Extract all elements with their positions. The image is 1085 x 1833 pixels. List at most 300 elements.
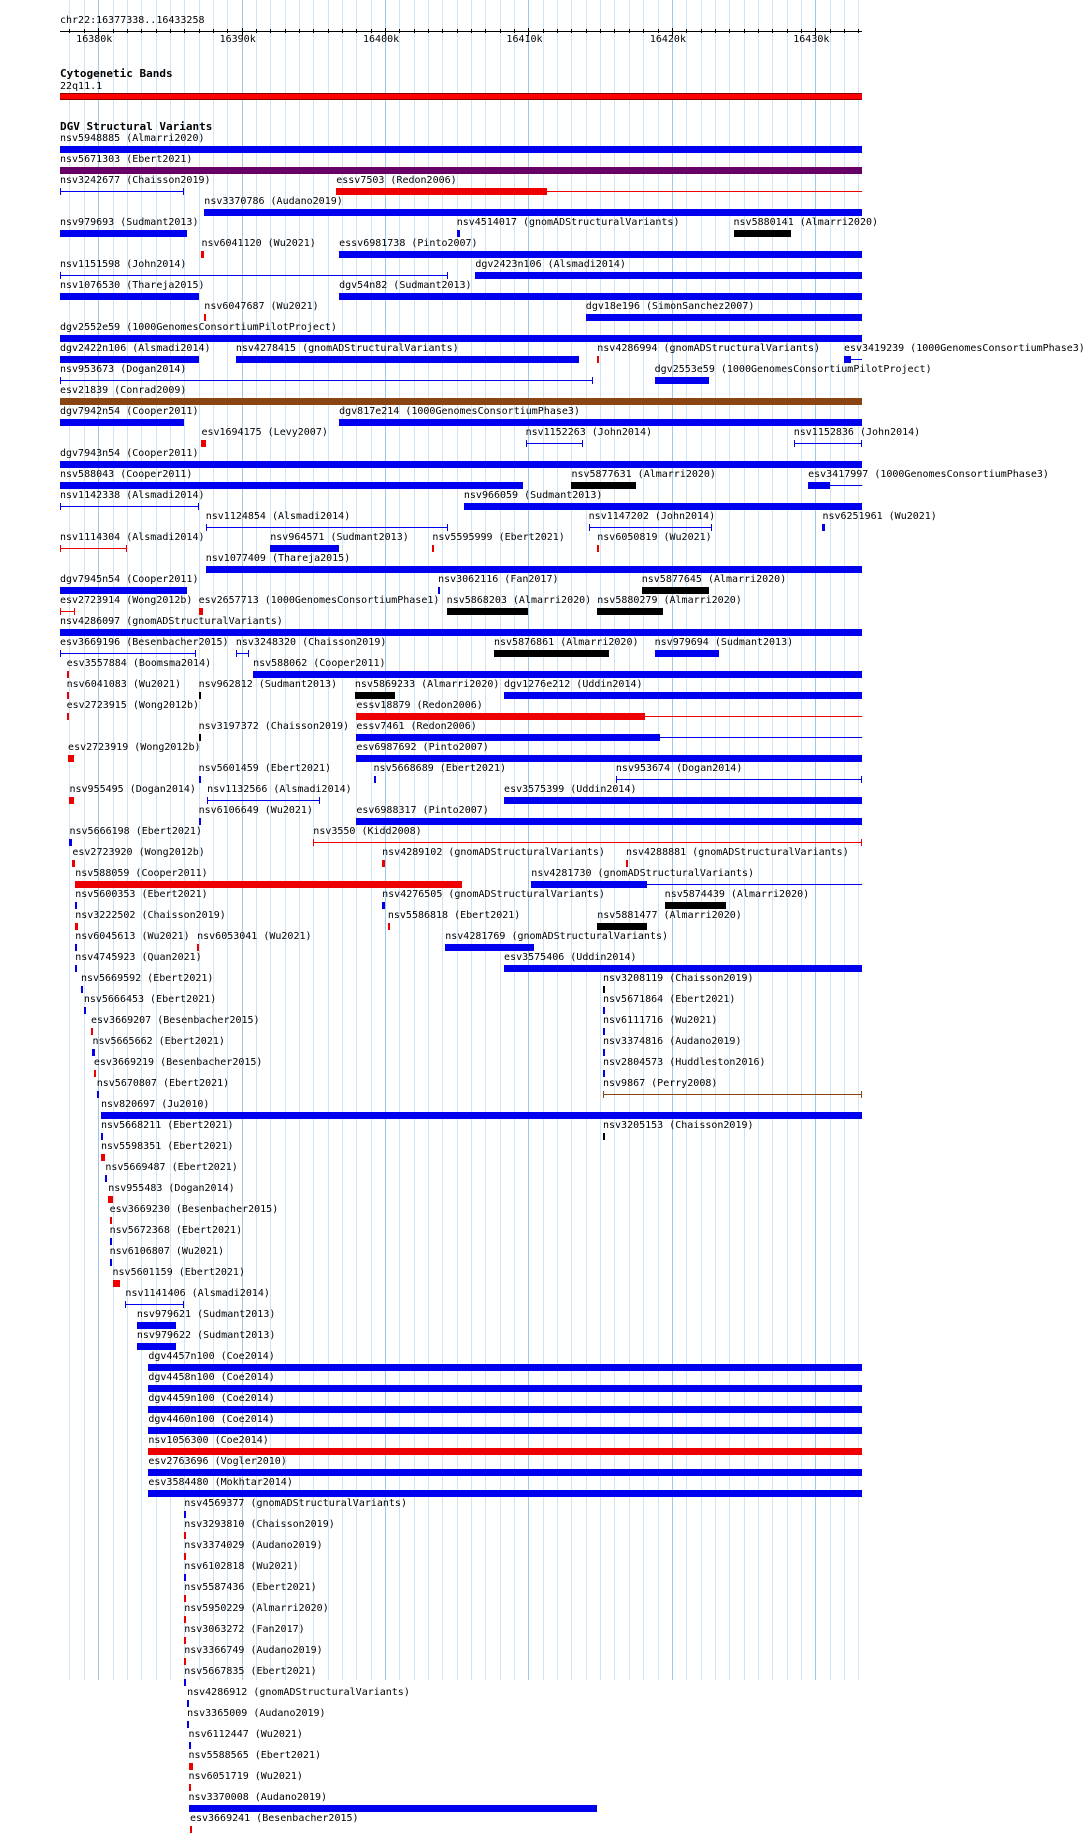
variant-label: nsv6041120 (Wu2021) xyxy=(201,238,316,249)
variant-label: nsv3365009 (Audano2019) xyxy=(187,1708,326,1719)
variant-label: nsv3370008 (Audano2019) xyxy=(188,1792,328,1803)
variant-label: nsv5601459 (Ebert2021) xyxy=(198,763,332,774)
variant-glyph-end xyxy=(861,440,862,447)
variant-glyph[interactable] xyxy=(60,419,184,426)
variant-label: nsv5881477 (Almarri2020) xyxy=(597,910,742,921)
variant-label: nsv5877631 (Almarri2020) xyxy=(571,469,716,480)
variant-glyph[interactable] xyxy=(382,902,385,909)
variant-label: nsv3063272 (Fan2017) xyxy=(184,1624,305,1635)
variant-label: nsv3205153 (Chaisson2019) xyxy=(603,1120,754,1131)
variant-glyph[interactable] xyxy=(84,1007,86,1014)
variant-label: nsv5601159 (Ebert2021) xyxy=(112,1267,245,1278)
variant-label: nsv820697 (Ju2010) xyxy=(101,1099,210,1110)
variant-label: nsv1151598 (John2014) xyxy=(60,259,187,270)
variant-glyph[interactable] xyxy=(356,818,862,825)
variant-label: nsv6111716 (Wu2021) xyxy=(603,1015,718,1026)
variant-glyph[interactable] xyxy=(148,1427,862,1434)
variant-glyph[interactable] xyxy=(655,650,720,657)
variant-glyph[interactable] xyxy=(603,986,605,993)
variant-glyph[interactable] xyxy=(60,461,862,468)
variant-label: nsv5598351 (Ebert2021) xyxy=(101,1141,234,1152)
variant-glyph[interactable] xyxy=(432,545,434,552)
variant-label: nsv588043 (Cooper2011) xyxy=(60,469,193,480)
variant-glyph[interactable] xyxy=(206,566,862,573)
variant-glyph[interactable] xyxy=(388,923,390,930)
variant-label: nsv6050819 (Wu2021) xyxy=(597,532,712,543)
variant-glyph-thick[interactable] xyxy=(531,881,647,888)
variant-glyph-end xyxy=(861,1091,862,1098)
variant-glyph[interactable] xyxy=(642,587,709,594)
variant-label: esv2723919 (Wong2012b) xyxy=(68,742,201,753)
variant-glyph-thick[interactable] xyxy=(808,482,830,489)
variant-label: nsv5595999 (Ebert2021) xyxy=(432,532,565,543)
variant-label: nsv5671303 (Ebert2021) xyxy=(60,154,193,165)
variant-glyph-end xyxy=(794,440,795,447)
ruler-label: chr22:16377338..16433258 xyxy=(60,15,205,26)
ruler-tick-label: 16430k xyxy=(793,34,830,45)
variant-label: nsv979694 (Sudmant2013) xyxy=(654,637,794,648)
variant-glyph[interactable] xyxy=(374,776,376,783)
variant-glyph[interactable] xyxy=(60,167,862,174)
variant-glyph[interactable] xyxy=(148,1490,862,1497)
variant-glyph[interactable] xyxy=(75,881,462,888)
variant-glyph[interactable] xyxy=(110,1238,112,1245)
variant-glyph[interactable] xyxy=(60,482,523,489)
variant-glyph-end xyxy=(195,650,196,657)
ruler-tick-label: 16390k xyxy=(219,34,256,45)
variant-label: nsv4286097 (gnomADStructuralVariants) xyxy=(60,616,283,627)
variant-glyph[interactable] xyxy=(94,1070,96,1077)
variant-glyph[interactable] xyxy=(597,608,663,615)
variant-glyph[interactable] xyxy=(589,527,712,528)
variant-glyph[interactable] xyxy=(494,650,609,657)
variant-label: dgv2422n106 (Alsmadi2014) xyxy=(60,343,211,354)
variant-label: nsv1114304 (Alsmadi2014) xyxy=(60,532,205,543)
variant-label: nsv5874439 (Almarri2020) xyxy=(664,889,810,900)
variant-glyph[interactable] xyxy=(253,671,862,678)
variant-glyph[interactable] xyxy=(822,524,824,531)
variant-glyph-end xyxy=(248,650,249,657)
variant-label: nsv4276505 (gnomADStructuralVariants) xyxy=(382,889,605,900)
variant-glyph[interactable] xyxy=(597,545,599,552)
variant-glyph[interactable] xyxy=(201,440,205,447)
variant-glyph[interactable] xyxy=(67,692,70,699)
variant-label: esv2723914 (Wong2012b) xyxy=(60,595,193,606)
variant-label: nsv1142338 (Alsmadi2014) xyxy=(60,490,205,501)
variant-label: nsv3242677 (Chaisson2019) xyxy=(60,175,211,186)
variant-label: nsv966059 (Sudmant2013) xyxy=(463,490,603,501)
variant-glyph[interactable] xyxy=(92,1049,94,1056)
variant-glyph[interactable] xyxy=(60,653,196,654)
variant-label: nsv979621 (Sudmant2013) xyxy=(136,1309,276,1320)
variant-glyph[interactable] xyxy=(526,443,583,444)
variant-label: nsv3062116 (Fan2017) xyxy=(438,574,559,585)
variant-glyph[interactable] xyxy=(108,1196,112,1203)
variant-glyph[interactable] xyxy=(603,1049,605,1056)
variant-label: nsv4288881 (gnomADStructuralVariants) xyxy=(625,847,849,858)
variant-glyph[interactable] xyxy=(137,1343,176,1350)
variant-label: dgv18e196 (SimonSanchez2007) xyxy=(585,301,755,312)
variant-glyph[interactable] xyxy=(189,1784,191,1791)
variant-glyph[interactable] xyxy=(207,800,320,801)
variant-label: nsv5665662 (Ebert2021) xyxy=(92,1036,225,1047)
variant-glyph-end xyxy=(74,608,75,615)
variant-label: nsv1056300 (Coe2014) xyxy=(148,1435,269,1446)
variant-label: nsv3366749 (Audano2019) xyxy=(184,1645,323,1656)
variant-label: dgv2423n106 (Alsmadi2014) xyxy=(475,259,626,270)
variant-glyph[interactable] xyxy=(137,1322,176,1329)
variant-label: esv3584480 (Mokhtar2014) xyxy=(148,1477,293,1488)
variant-glyph-end xyxy=(60,503,61,510)
variant-glyph[interactable] xyxy=(68,755,74,762)
ruler-tick-label: 16380k xyxy=(76,34,113,45)
variant-glyph[interactable] xyxy=(199,818,201,825)
variant-glyph-end xyxy=(183,1301,184,1308)
variant-glyph[interactable] xyxy=(571,482,636,489)
variant-glyph[interactable] xyxy=(197,944,199,951)
variant-glyph[interactable] xyxy=(626,860,628,867)
variant-label: esv1694175 (Levy2007) xyxy=(201,427,328,438)
variant-glyph[interactable] xyxy=(148,1448,862,1455)
variant-glyph[interactable] xyxy=(184,1574,186,1581)
ruler-tick-label: 16410k xyxy=(506,34,543,45)
variant-label: nsv1152263 (John2014) xyxy=(525,427,652,438)
variant-label: nsv6053041 (Wu2021) xyxy=(197,931,312,942)
variant-glyph-thick[interactable] xyxy=(336,188,546,195)
variant-label: nsv2804573 (Huddleston2016) xyxy=(603,1057,766,1068)
dgv-track-title: DGV Structural Variants xyxy=(60,120,213,133)
variant-label: nsv5666198 (Ebert2021) xyxy=(69,826,202,837)
variant-glyph-thick[interactable] xyxy=(844,356,851,363)
variant-glyph[interactable] xyxy=(603,1028,605,1035)
variant-label: nsv5669487 (Ebert2021) xyxy=(105,1162,238,1173)
variant-label: nsv5877645 (Almarri2020) xyxy=(641,574,787,585)
variant-glyph[interactable] xyxy=(60,356,199,363)
variant-glyph[interactable] xyxy=(504,965,862,972)
variant-glyph[interactable] xyxy=(67,671,70,678)
variant-label: nsv955483 (Dogan2014) xyxy=(108,1183,235,1194)
variant-glyph[interactable] xyxy=(75,902,77,909)
variant-label: nsv3550 (Kidd2008) xyxy=(313,826,422,837)
variant-label: nsv1077409 (Thareja2015) xyxy=(205,553,351,564)
variant-glyph[interactable] xyxy=(60,380,593,381)
variant-glyph-end xyxy=(447,272,448,279)
variant-glyph[interactable] xyxy=(438,587,440,594)
variant-glyph[interactable] xyxy=(457,230,460,237)
variant-glyph[interactable] xyxy=(60,275,448,276)
variant-label: esv6988317 (Pinto2007) xyxy=(356,805,489,816)
variant-glyph[interactable] xyxy=(597,356,599,363)
variant-glyph[interactable] xyxy=(60,146,862,153)
variant-label: nsv955495 (Dogan2014) xyxy=(69,784,196,795)
variant-glyph[interactable] xyxy=(504,797,862,804)
variant-label: nsv6102818 (Wu2021) xyxy=(184,1561,299,1572)
variant-glyph[interactable] xyxy=(339,293,862,300)
variant-label: nsv9867 (Perry2008) xyxy=(603,1078,718,1089)
variant-glyph-end xyxy=(616,776,617,783)
variant-label: esv3669219 (Besenbacher2015) xyxy=(93,1057,263,1068)
variant-glyph-end xyxy=(183,188,184,195)
variant-label: nsv5666453 (Ebert2021) xyxy=(83,994,217,1005)
variant-glyph[interactable] xyxy=(60,587,187,594)
variant-glyph[interactable] xyxy=(69,839,71,846)
variant-glyph[interactable] xyxy=(60,398,862,405)
variant-glyph[interactable] xyxy=(184,1658,186,1665)
variant-label: nsv4514017 (gnomADStructuralVariants) xyxy=(456,217,680,228)
variant-glyph[interactable] xyxy=(603,1094,862,1095)
variant-glyph[interactable] xyxy=(187,1721,189,1728)
variant-label: nsv5948885 (Almarri2020) xyxy=(60,133,205,144)
variant-label: esv3669196 (Besenbacher2015) xyxy=(60,637,229,648)
variant-label: dgv817e214 (1000GenomesConsortiumPhase3) xyxy=(339,406,580,417)
variant-glyph[interactable] xyxy=(236,356,579,363)
variant-glyph[interactable] xyxy=(60,293,199,300)
variant-glyph[interactable] xyxy=(184,1637,186,1644)
variant-glyph[interactable] xyxy=(148,1406,862,1413)
variant-glyph[interactable] xyxy=(504,692,862,699)
variant-glyph[interactable] xyxy=(184,1511,186,1518)
variant-label: dgv2552e59 (1000GenomesConsortiumPilotProject) xyxy=(60,322,337,333)
variant-glyph[interactable] xyxy=(199,776,201,783)
variant-glyph[interactable] xyxy=(60,629,862,636)
variant-glyph[interactable] xyxy=(475,272,862,279)
variant-glyph[interactable] xyxy=(105,1175,107,1182)
variant-glyph[interactable] xyxy=(603,1070,605,1077)
variant-label: nsv1141406 (Alsmadi2014) xyxy=(125,1288,270,1299)
variant-label: nsv1132566 (Alsmadi2014) xyxy=(207,784,352,795)
variant-glyph[interactable] xyxy=(91,1028,93,1035)
variant-glyph-end xyxy=(592,377,593,384)
variant-label: nsv4281769 (gnomADStructuralVariants) xyxy=(445,931,669,942)
variant-label: dgv7942n54 (Cooper2011) xyxy=(60,406,199,417)
variant-glyph[interactable] xyxy=(199,692,201,699)
variant-label: nsv964571 (Sudmant2013) xyxy=(270,532,409,543)
variant-glyph-end xyxy=(319,797,320,804)
variant-label: nsv4286912 (gnomADStructuralVariants) xyxy=(187,1687,410,1698)
variant-glyph[interactable] xyxy=(794,443,862,444)
variant-glyph[interactable] xyxy=(189,1742,191,1749)
variant-glyph[interactable] xyxy=(60,548,127,549)
variant-label: nsv5869233 (Almarri2020) xyxy=(354,679,500,690)
variant-glyph-end xyxy=(60,608,61,615)
variant-label: nsv4569377 (gnomADStructuralVariants) xyxy=(184,1498,407,1509)
variant-label: nsv5868203 (Almarri2020) xyxy=(446,595,592,606)
variant-label: dgv4457n100 (Coe2014) xyxy=(148,1351,275,1362)
variant-label: nsv5876861 (Almarri2020) xyxy=(494,637,639,648)
variant-label: nsv3222502 (Chaisson2019) xyxy=(75,910,226,921)
variant-glyph[interactable] xyxy=(206,527,448,528)
variant-label: nsv1076530 (Thareja2015) xyxy=(60,280,205,291)
variant-label: nsv979693 (Sudmant2013) xyxy=(60,217,199,228)
variant-label: esv3557884 (Boomsma2014) xyxy=(66,658,212,669)
variant-label: nsv5586818 (Ebert2021) xyxy=(387,910,521,921)
variant-glyph[interactable] xyxy=(603,1007,605,1014)
variant-glyph-end xyxy=(711,524,712,531)
variant-glyph[interactable] xyxy=(184,1532,186,1539)
variant-glyph-end xyxy=(582,440,583,447)
variant-label: nsv4289102 (gnomADStructuralVariants) xyxy=(382,847,605,858)
variant-label: dgv2553e59 (1000GenomesConsortiumPilotProject) xyxy=(654,364,932,375)
variant-label: dgv4460n100 (Coe2014) xyxy=(148,1414,275,1425)
variant-glyph[interactable] xyxy=(75,944,77,951)
variant-label: nsv6041083 (Wu2021) xyxy=(66,679,182,690)
variant-glyph[interactable] xyxy=(67,713,70,720)
variant-label: nsv5672368 (Ebert2021) xyxy=(109,1225,243,1236)
variant-label: nsv4278415 (gnomADStructuralVariants) xyxy=(235,343,459,354)
variant-label: esv2763696 (Vogler2010) xyxy=(148,1456,287,1467)
variant-label: esv2723915 (Wong2012b) xyxy=(66,700,200,711)
variant-glyph[interactable] xyxy=(382,860,385,867)
variant-glyph[interactable] xyxy=(603,1133,605,1140)
variant-glyph[interactable] xyxy=(447,608,529,615)
variant-glyph-end xyxy=(60,377,61,384)
variant-label: essv7461 (Redon2006) xyxy=(356,721,477,732)
variant-label: nsv5669592 (Ebert2021) xyxy=(80,973,214,984)
variant-glyph[interactable] xyxy=(734,230,791,237)
variant-glyph[interactable] xyxy=(356,755,862,762)
variant-label: esv2657713 (1000GenomesConsortiumPhase1) xyxy=(198,595,440,606)
variant-label: nsv5670807 (Ebert2021) xyxy=(96,1078,230,1089)
variant-label: nsv3293810 (Chaisson2019) xyxy=(184,1519,335,1530)
variant-glyph-end xyxy=(60,188,61,195)
variant-glyph[interactable] xyxy=(113,1280,120,1287)
variant-glyph[interactable] xyxy=(270,545,339,552)
variant-label: dgv54n82 (Sudmant2013) xyxy=(339,280,472,291)
variant-label: nsv6112447 (Wu2021) xyxy=(188,1729,303,1740)
variant-label: esv3419239 (1000GenomesConsortiumPhase3) xyxy=(843,343,1085,354)
variant-glyph[interactable] xyxy=(199,608,203,615)
variant-label: esv3575399 (Uddin2014) xyxy=(504,784,637,795)
variant-glyph-thick[interactable] xyxy=(356,734,659,741)
variant-label: esv3669241 (Besenbacher2015) xyxy=(189,1813,359,1824)
variant-label: essv7503 (Redon2006) xyxy=(336,175,457,186)
variant-label: nsv953674 (Dogan2014) xyxy=(615,763,743,774)
variant-glyph-end xyxy=(60,272,61,279)
variant-label: nsv5587436 (Ebert2021) xyxy=(184,1582,317,1593)
variant-label: esv6987692 (Pinto2007) xyxy=(356,742,489,753)
variant-label: nsv6047687 (Wu2021) xyxy=(204,301,319,312)
variant-glyph[interactable] xyxy=(101,1112,862,1119)
variant-glyph[interactable] xyxy=(184,1679,186,1686)
variant-glyph[interactable] xyxy=(313,842,862,843)
variant-label: nsv962812 (Sudmant2013) xyxy=(198,679,338,690)
variant-label: nsv1147202 (John2014) xyxy=(588,511,716,522)
variant-label: nsv5880141 (Almarri2020) xyxy=(733,217,879,228)
variant-label: nsv1124854 (Alsmadi2014) xyxy=(205,511,351,522)
variant-glyph[interactable] xyxy=(339,419,862,426)
variant-glyph[interactable] xyxy=(101,1154,105,1161)
variant-glyph[interactable] xyxy=(148,1364,862,1371)
variant-label: nsv588059 (Cooper2011) xyxy=(75,868,208,879)
variant-glyph[interactable] xyxy=(204,209,862,216)
variant-glyph[interactable] xyxy=(187,1700,189,1707)
variant-glyph-end xyxy=(236,650,237,657)
variant-glyph[interactable] xyxy=(199,734,201,741)
variant-label: nsv4286994 (gnomADStructuralVariants) xyxy=(597,343,821,354)
variant-label: nsv6051719 (Wu2021) xyxy=(188,1771,303,1782)
variant-label: esv3417997 (1000GenomesConsortiumPhase3) xyxy=(808,469,1049,480)
variant-glyph[interactable] xyxy=(75,965,77,972)
variant-glyph-end xyxy=(60,650,61,657)
variant-glyph-thick[interactable] xyxy=(356,713,644,720)
variant-label: dgv4459n100 (Coe2014) xyxy=(148,1393,275,1404)
variant-label: dgv7943n54 (Cooper2011) xyxy=(60,448,199,459)
variant-glyph[interactable] xyxy=(355,692,395,699)
variant-label: nsv6045613 (Wu2021) xyxy=(75,931,190,942)
variant-label: nsv953673 (Dogan2014) xyxy=(60,364,187,375)
variant-glyph[interactable] xyxy=(97,1091,99,1098)
cytoband-title: Cytogenetic Bands xyxy=(60,67,173,80)
variant-glyph[interactable] xyxy=(60,611,75,612)
variant-glyph[interactable] xyxy=(110,1217,112,1224)
variant-glyph-end xyxy=(125,1301,126,1308)
cytoband-label: 22q11.1 xyxy=(60,81,103,92)
variant-glyph[interactable] xyxy=(69,797,73,804)
variant-label: nsv5667835 (Ebert2021) xyxy=(184,1666,317,1677)
variant-glyph-end xyxy=(589,524,590,531)
variant-label: nsv3248320 (Chaisson2019) xyxy=(235,637,387,648)
variant-label: nsv5950229 (Almarri2020) xyxy=(184,1603,329,1614)
ruler-tick-label: 16420k xyxy=(649,34,686,45)
variant-glyph-end xyxy=(60,545,61,552)
variant-glyph[interactable] xyxy=(60,230,187,237)
variant-glyph[interactable] xyxy=(445,944,534,951)
variant-glyph[interactable] xyxy=(60,335,862,342)
variant-glyph-end xyxy=(126,545,127,552)
variant-glyph[interactable] xyxy=(75,923,78,930)
variant-label: nsv5671864 (Ebert2021) xyxy=(603,994,736,1005)
variant-label: nsv3374816 (Audano2019) xyxy=(603,1036,742,1047)
variant-glyph[interactable] xyxy=(339,251,862,258)
variant-glyph[interactable] xyxy=(616,779,862,780)
variant-glyph[interactable] xyxy=(189,1805,598,1812)
variant-label: dgv1276e212 (Uddin2014) xyxy=(504,679,643,690)
variant-glyph[interactable] xyxy=(148,1469,862,1476)
variant-label: essv18879 (Redon2006) xyxy=(356,700,483,711)
variant-glyph[interactable] xyxy=(60,191,184,192)
variant-glyph[interactable] xyxy=(184,1616,186,1623)
variant-glyph[interactable] xyxy=(665,902,727,909)
variant-glyph[interactable] xyxy=(597,923,647,930)
variant-glyph[interactable] xyxy=(189,1763,193,1770)
variant-glyph[interactable] xyxy=(190,1826,192,1833)
variant-label: dgv4458n100 (Coe2014) xyxy=(148,1372,275,1383)
variant-glyph-end xyxy=(861,839,862,846)
variant-label: nsv3197372 (Chaisson2019) xyxy=(198,721,350,732)
variant-glyph[interactable] xyxy=(101,1133,103,1140)
variant-glyph[interactable] xyxy=(464,503,862,510)
variant-glyph[interactable] xyxy=(204,314,206,321)
variant-glyph[interactable] xyxy=(110,1259,112,1266)
variant-glyph[interactable] xyxy=(184,1553,186,1560)
variant-label: nsv4281730 (gnomADStructuralVariants) xyxy=(531,868,755,879)
variant-glyph[interactable] xyxy=(60,506,199,507)
variant-glyph-end xyxy=(603,1091,604,1098)
variant-glyph[interactable] xyxy=(81,986,83,993)
variant-glyph[interactable] xyxy=(148,1385,862,1392)
variant-glyph[interactable] xyxy=(72,860,75,867)
variant-glyph-end xyxy=(207,797,208,804)
variant-glyph[interactable] xyxy=(184,1595,186,1602)
variant-glyph[interactable] xyxy=(586,314,862,321)
variant-glyph[interactable] xyxy=(655,377,709,384)
variant-glyph[interactable] xyxy=(201,251,203,258)
variant-glyph[interactable] xyxy=(125,1304,184,1305)
variant-label: nsv3208119 (Chaisson2019) xyxy=(603,973,754,984)
variant-label: esv3669230 (Besenbacher2015) xyxy=(109,1204,279,1215)
variant-label: nsv6106649 (Wu2021) xyxy=(198,805,313,816)
variant-label: nsv1152836 (John2014) xyxy=(793,427,921,438)
